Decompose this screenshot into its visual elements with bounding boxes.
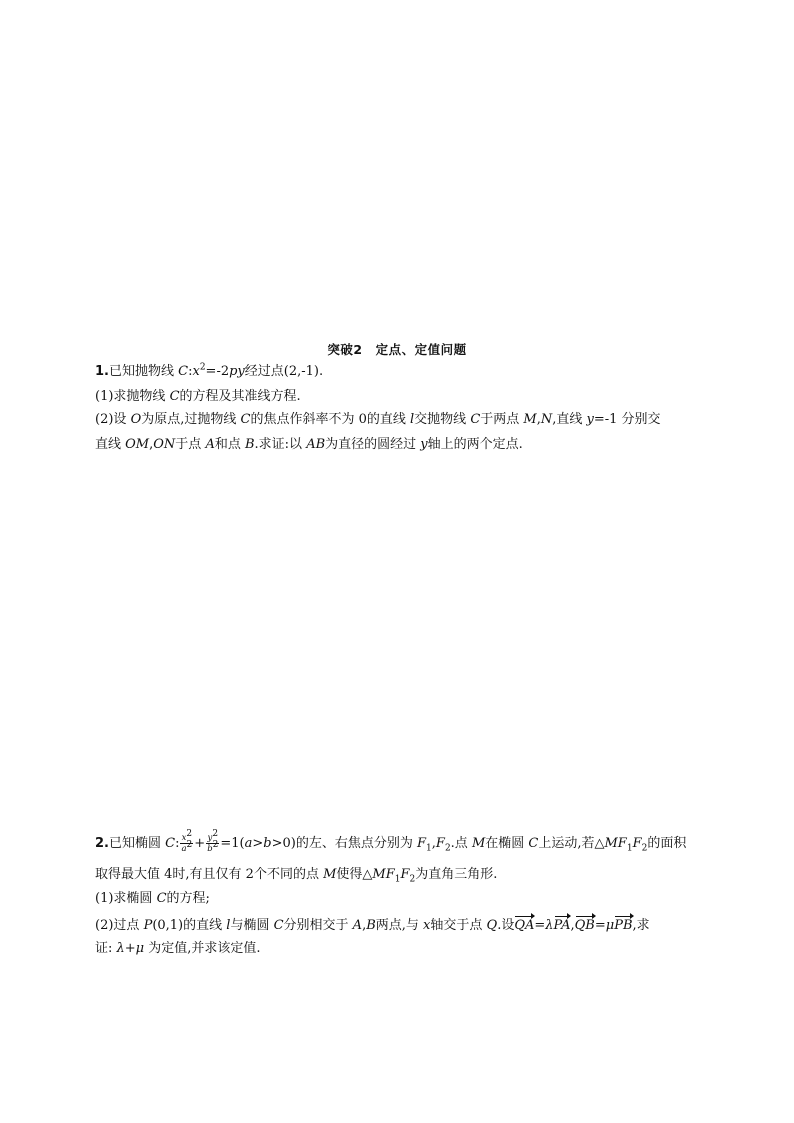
vector-qa: QA <box>514 914 534 935</box>
fraction-y2-b2: $\frac{y^2}{b^2}$ <box>207 829 219 854</box>
problem2-stem-line1: 2.已知椭圆 C: $\frac{x^2}{a^2}$ + $\frac{y^2}{b^2}$ =1(a>b>0)的左、右焦点分别为 $F_1,F_2$.点 M在椭圆 C上运动,若$\triangle MF_1F_2$的面积 <box>95 829 687 854</box>
problem2-number: 2. <box>95 836 109 851</box>
problem2-stem-line2: 取得最大值 4时,有且仅有 2个不同的点 M使得$\triangle MF_1F_2$为直角三角形. <box>95 867 498 885</box>
vector-qb: QB <box>575 914 595 935</box>
problem2-part2-line2: 证: λ+μ 为定值,并求该定值. <box>95 941 261 956</box>
problem2-part1: (1)求椭圆 C的方程; <box>95 891 210 906</box>
problem1-part2-line2: 直线 OM,ON于点 A和点 B.求证:以 AB为直径的圆经过 y轴上的两个定点. <box>95 437 523 452</box>
problem1-part1: (1)求抛物线 C的方程及其准线方程. <box>95 389 301 404</box>
problem2-part2-line1: (2)过点 P(0,1)的直线 l与椭圆 C分别相交于 A,B两点,与 x轴交于点 Q.设QA=λPA,QB=μPB,求 <box>95 914 699 935</box>
vector-pa: PA <box>554 914 571 935</box>
problem1-number: 1. <box>95 364 109 379</box>
fraction-x2-a2: $\frac{x^2}{a^2}$ <box>181 829 193 854</box>
problem1-stem: 1.已知抛物线 $C:x^2=-2py$经过点(2,-1). <box>95 362 324 379</box>
problem1-part2-line1: (2)设 O为原点,过抛物线 C的焦点作斜率不为 0的直线 l交抛物线 C于两点 M,N,直线 y=-1 分别交 <box>95 412 661 427</box>
section-title: 突破2 定点、定值问题 <box>327 342 467 357</box>
vector-pb: PB <box>614 914 632 935</box>
